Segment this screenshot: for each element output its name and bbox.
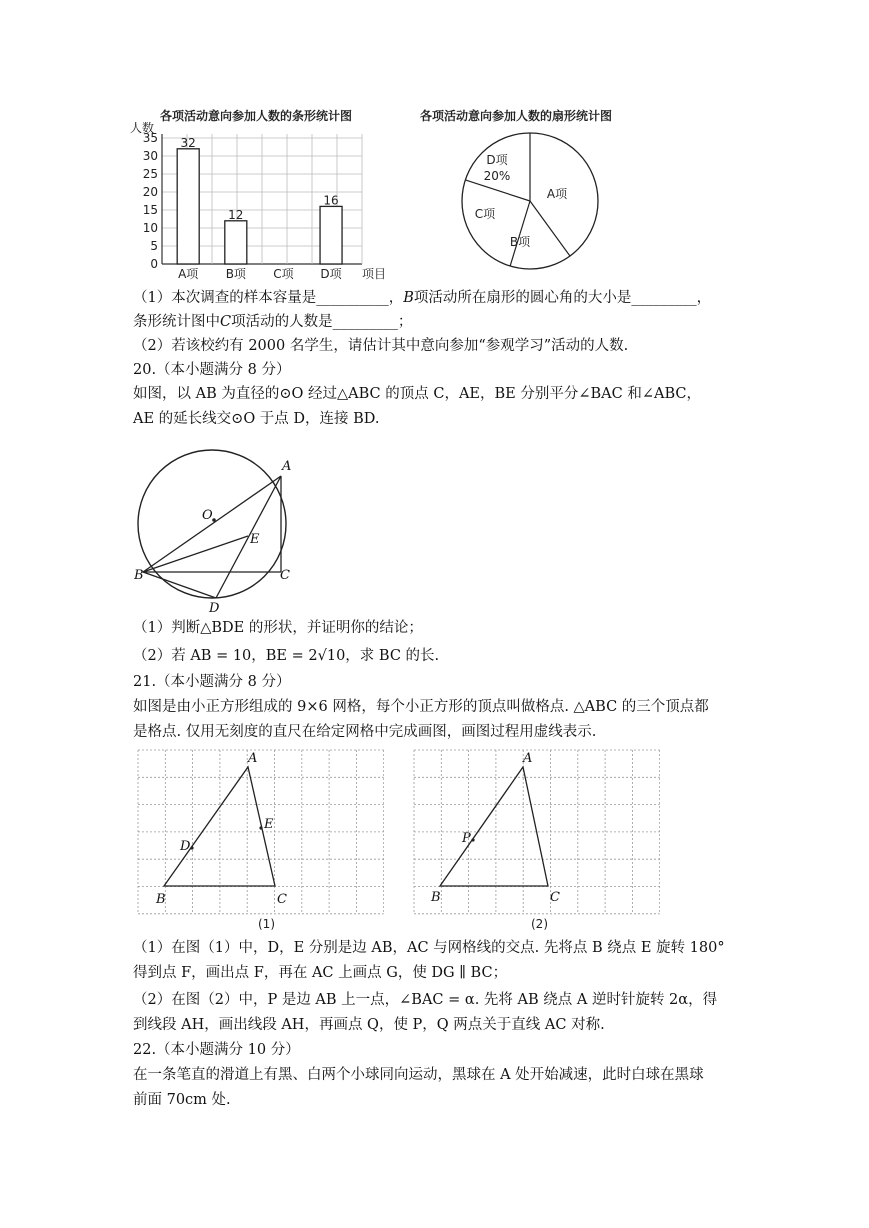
q22-heading: 22.（本小题满分 10 分） xyxy=(133,1042,300,1058)
segment-bd xyxy=(143,572,216,598)
center-point-o xyxy=(212,518,216,522)
pie-slice-label-B项: B项 xyxy=(509,235,531,249)
label-p-2: P xyxy=(462,831,471,846)
q19-part1-text-d: 条形统计图中 xyxy=(133,314,220,330)
q21-part1-line2: 得到点 F，画出点 F，再在 AC 上画点 G，使 DG ∥ BC； xyxy=(133,965,508,981)
grid-figure-1 xyxy=(134,746,384,931)
q19-part1-line1 xyxy=(133,288,711,308)
bar-chart-yticks xyxy=(143,131,158,271)
bar-A项 xyxy=(177,149,199,264)
label-d: D xyxy=(209,601,220,616)
q21-part1-line1: （1）在图（1）中，D，E 分别是边 AB，AC 与网格线的交点. 先将点 B 绕点 E 旋转 180° xyxy=(133,940,725,956)
pie-slice-label-A项: A项 xyxy=(546,187,568,201)
bar-ytick-label: 10 xyxy=(142,221,158,235)
q19-part2: （2）若该校约有 2000 名学生，请估计其中意向参加“参观学习”活动的人数. xyxy=(133,338,629,354)
segment-ad xyxy=(216,476,281,598)
q19-part1-text-e: C xyxy=(220,314,232,330)
bar-ytick-label: 25 xyxy=(142,167,158,181)
bar-data-label: 16 xyxy=(323,193,339,208)
bar-ytick-label: 30 xyxy=(142,149,158,163)
bar-chart-ylabel: 人数 xyxy=(130,121,155,135)
bar-chart-title: 各项活动意向参加人数的条形统计图 xyxy=(160,109,353,123)
bar-data-label: 32 xyxy=(180,135,196,150)
q19-part1-line2 xyxy=(133,312,412,332)
q22-body-line2: 前面 70cm 处. xyxy=(133,1092,231,1108)
q19-part1-text-a: （1）本次调查的样本容量是__________， xyxy=(133,290,404,306)
bar-ytick-label: 35 xyxy=(142,131,158,145)
q20-body-line2: AE 的延长线交⊙O 于点 D，连接 BD. xyxy=(133,411,380,427)
label-d-1: D xyxy=(180,839,191,854)
bar-chart-bars xyxy=(177,136,342,264)
pie-slice-label-C项: C项 xyxy=(474,207,496,221)
grid-1-lines xyxy=(138,750,384,914)
label-a-2: A xyxy=(523,751,533,766)
circle-figure xyxy=(134,436,314,616)
bar-chart-xlabel: 项目 xyxy=(362,267,387,280)
q20-part2: （2）若 AB = 10，BE = 2√10，求 BC 的长. xyxy=(133,648,440,664)
bar-chart-categories xyxy=(178,267,343,280)
point-d xyxy=(190,846,193,849)
point-e xyxy=(259,826,262,829)
bar-data-label: 12 xyxy=(228,207,244,222)
q20-part1: （1）判断△BDE 的形状，并证明你的结论； xyxy=(133,620,423,636)
q20-heading: 20.（本小题满分 8 分） xyxy=(133,362,291,378)
pie-slice-label-D项: D项 xyxy=(486,153,508,167)
pie-chart-slices xyxy=(462,133,598,269)
q19-part1-text-b: B xyxy=(403,290,414,306)
label-a: A xyxy=(282,459,292,474)
q19-part1-text-c: 项活动所在扇形的圆心角的大小是_________， xyxy=(413,290,712,306)
label-b-2: B xyxy=(431,890,441,905)
label-c-2: C xyxy=(550,890,560,905)
bar-category-label: B项 xyxy=(225,267,246,280)
triangle-abc-2 xyxy=(440,767,548,886)
bar-category-label: C项 xyxy=(273,267,294,280)
q20-body-line1: 如图，以 AB 为直径的⊙O 经过△ABC 的顶点 C，AE，BE 分别平分∠BAC 和∠ABC， xyxy=(133,386,701,402)
label-b-1: B xyxy=(156,892,166,907)
bar-category-label: A项 xyxy=(178,267,199,280)
bar-ytick-label: 20 xyxy=(142,185,158,199)
point-p xyxy=(471,838,474,841)
pie-chart-title: 各项活动意向参加人数的扇形统计图 xyxy=(420,109,613,123)
bar-ytick-label: 0 xyxy=(150,257,158,271)
label-e-1: E xyxy=(264,817,274,832)
bar-ytick-label: 5 xyxy=(150,239,158,253)
grid-1-caption: (1) xyxy=(258,917,275,931)
q22-body-line1: 在一条笔直的滑道上有黑、白两个小球同向运动，黑球在 A 处开始减速，此时白球在黑球 xyxy=(133,1067,704,1083)
q21-part2-line1: （2）在图（2）中，P 是边 AB 上一点，∠BAC = α. 先将 AB 绕点 A 逆时针旋转 2α，得 xyxy=(133,992,718,1008)
q21-body-line2: 是格点. 仅用无刻度的直尺在给定网格中完成画图，画图过程用虚线表示. xyxy=(133,724,597,740)
bar-chart xyxy=(130,100,390,280)
label-b: B xyxy=(134,568,144,583)
label-e: E xyxy=(250,532,260,547)
q21-body-line1: 如图是由小正方形组成的 9×6 网格，每个小正方形的顶点叫做格点. △ABC 的三个顶点都 xyxy=(133,699,709,715)
q19-part1-text-f: 项活动的人数是_________； xyxy=(231,314,413,330)
label-c-1: C xyxy=(277,892,287,907)
segment-ab xyxy=(143,476,281,572)
grid-2-caption: (2) xyxy=(531,917,548,931)
label-a-1: A xyxy=(248,751,258,766)
q21-part2-line2: 到线段 AH，画出线段 AH，再画点 Q，使 P，Q 两点关于直线 AC 对称. xyxy=(133,1017,605,1033)
grid-figure-2 xyxy=(410,746,660,931)
pie-percent-label: 20% xyxy=(483,169,511,183)
pie-chart xyxy=(415,100,675,280)
bar-D项 xyxy=(320,206,342,264)
bar-B项 xyxy=(225,221,247,264)
label-c: C xyxy=(280,568,290,583)
bar-category-label: D项 xyxy=(320,267,342,280)
label-o: O xyxy=(202,508,213,523)
q21-heading: 21.（本小题满分 8 分） xyxy=(133,674,291,690)
bar-ytick-label: 15 xyxy=(142,203,158,217)
